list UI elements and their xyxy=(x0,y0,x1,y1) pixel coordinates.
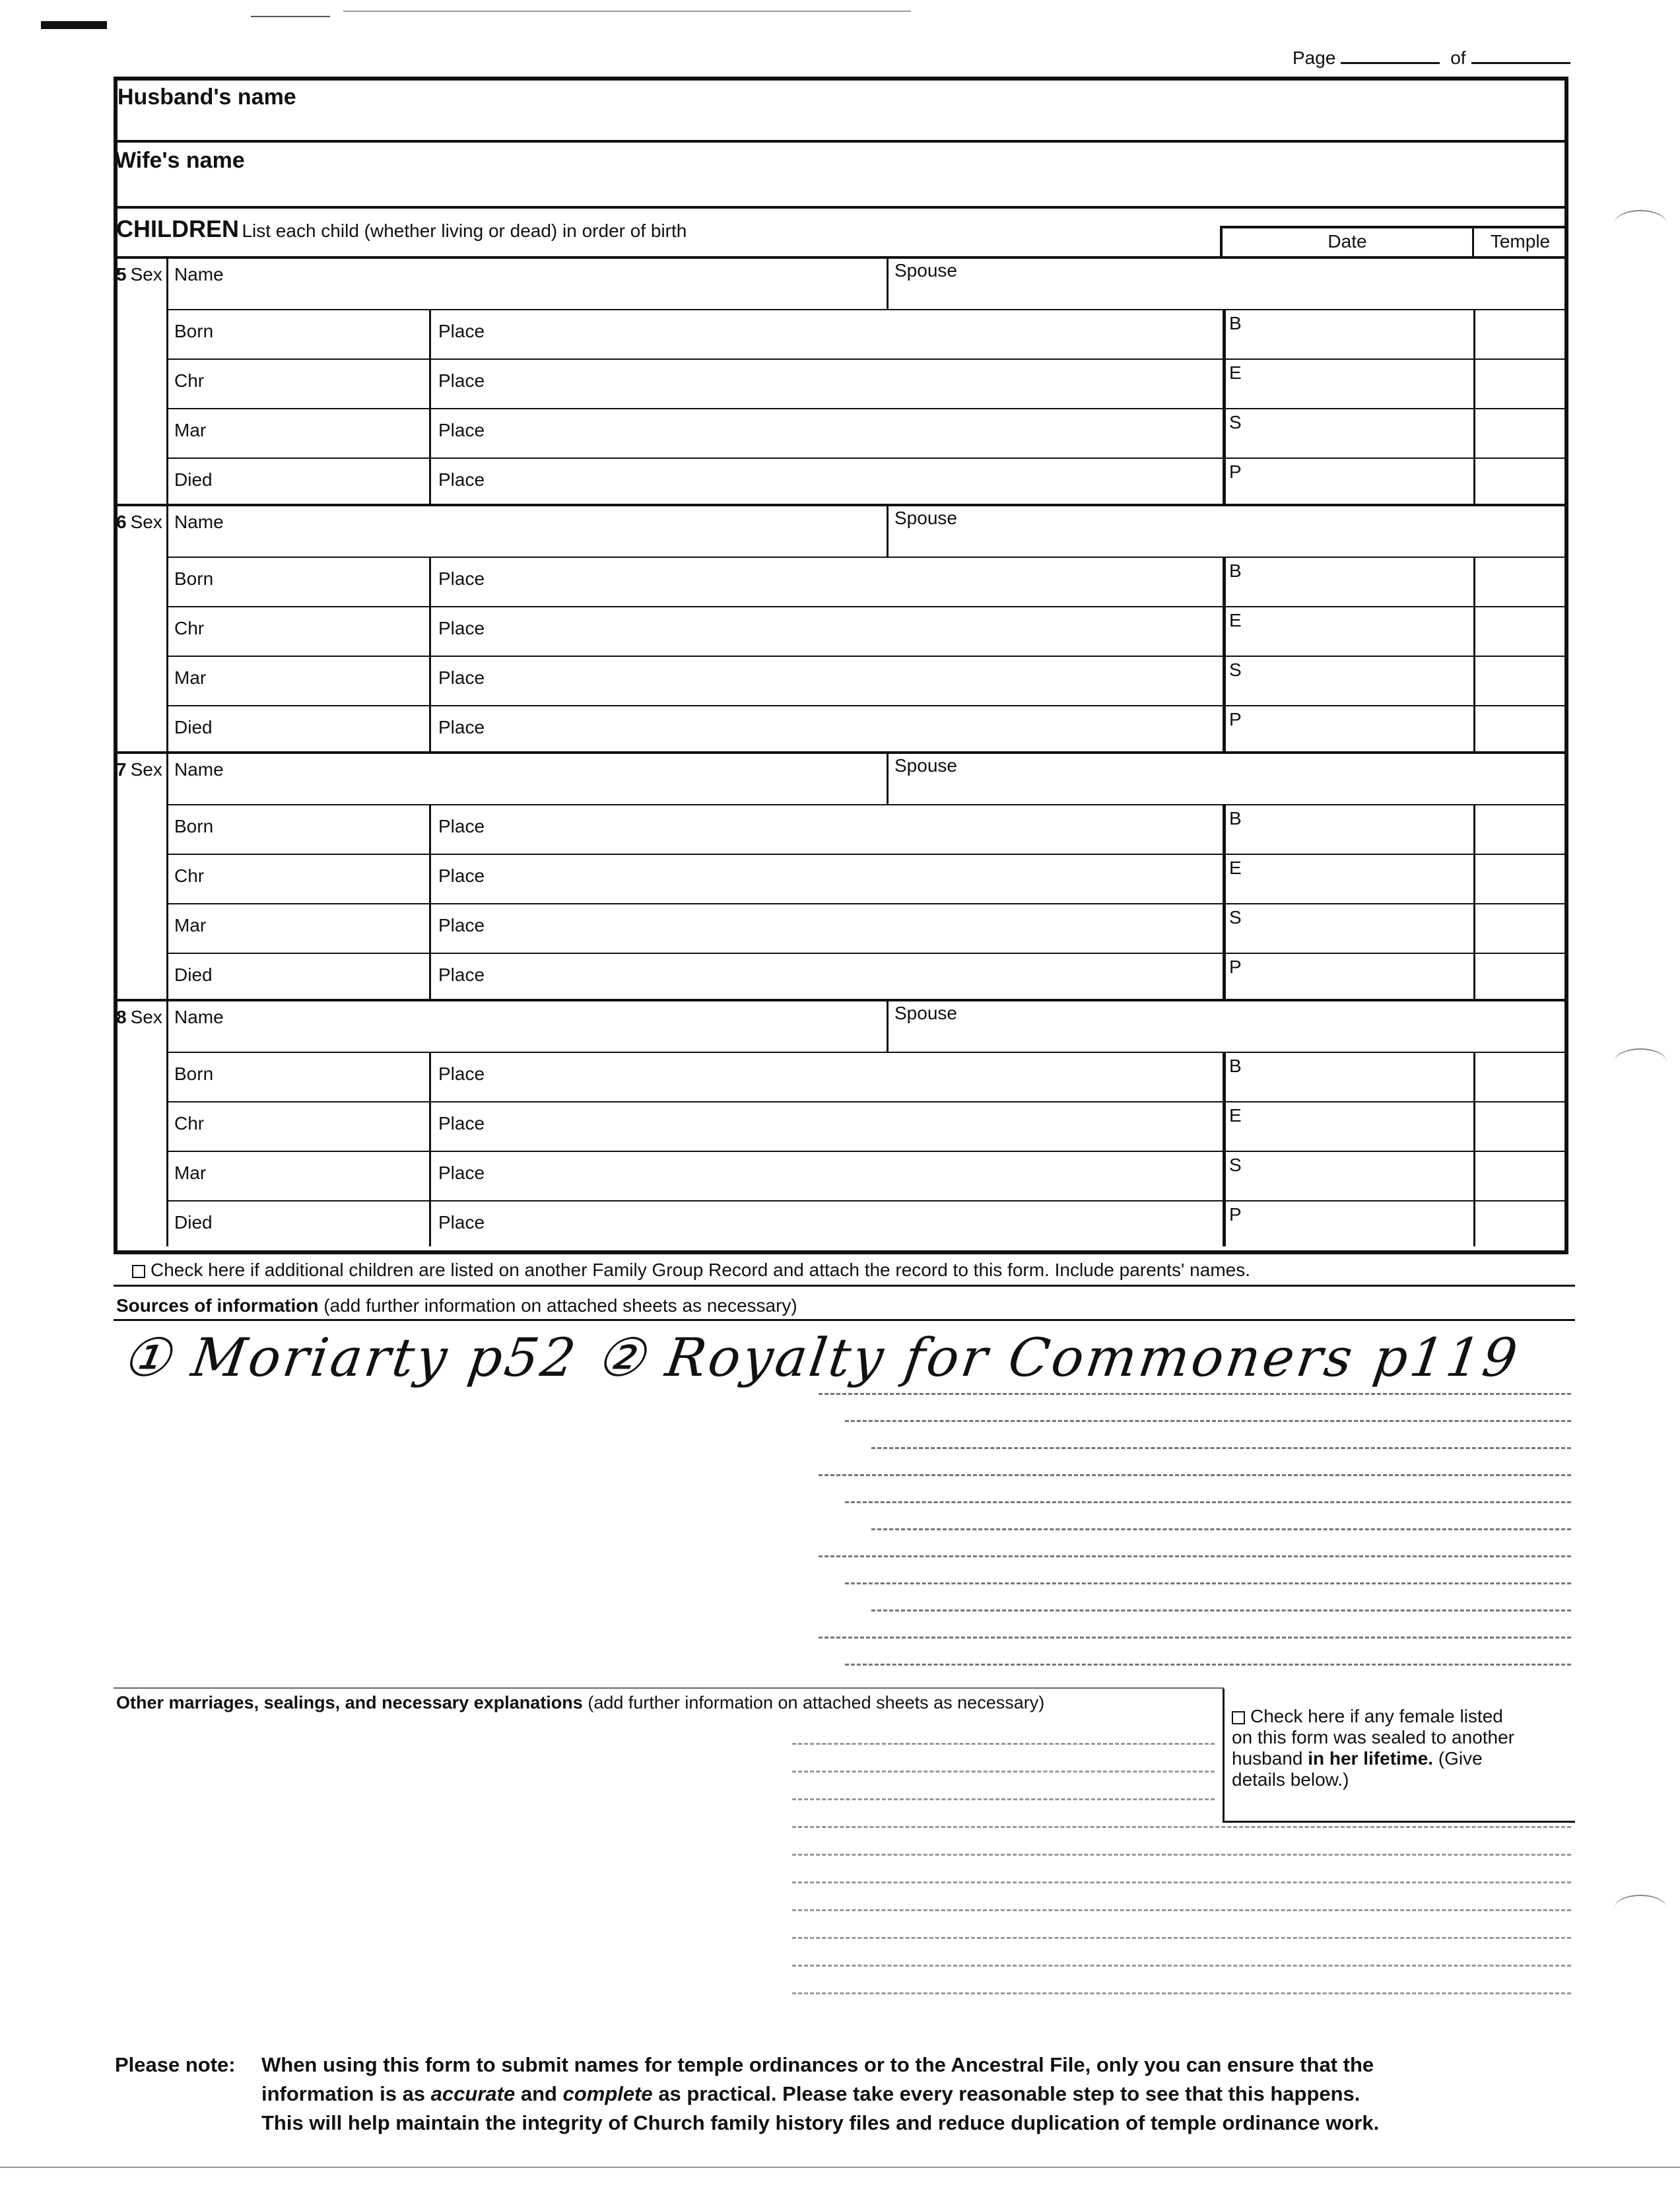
other-marriages-subtitle: (add further information on attached sheets as necessary) xyxy=(588,1693,1045,1712)
ordinance-code: S xyxy=(1229,412,1242,432)
ordinance-code: B xyxy=(1229,1056,1242,1076)
event-date-field[interactable] xyxy=(232,412,422,454)
event-date-field[interactable] xyxy=(232,907,422,949)
temple-field[interactable] xyxy=(1477,660,1564,701)
temple-field[interactable] xyxy=(1477,560,1564,602)
date-column-border xyxy=(1223,557,1226,751)
event-label-born: Born xyxy=(174,321,214,341)
ordinance-code: B xyxy=(1229,808,1242,829)
place-field[interactable] xyxy=(502,1155,1216,1196)
ruled-line xyxy=(819,1637,1571,1639)
temple-field[interactable] xyxy=(1477,907,1564,949)
ruled-line xyxy=(845,1664,1571,1666)
ruled-line xyxy=(792,1771,1215,1773)
temple-column-border xyxy=(1473,557,1475,751)
temple-field[interactable] xyxy=(1477,1155,1564,1196)
child-number-and-sex xyxy=(116,512,162,533)
temple-field[interactable] xyxy=(1477,1105,1564,1147)
event-label-born: Born xyxy=(174,816,214,836)
temple-field[interactable] xyxy=(1477,1056,1564,1097)
event-label-died: Died xyxy=(174,717,213,737)
ruled-line xyxy=(792,1909,1571,1911)
child-name-field[interactable] xyxy=(239,1004,880,1044)
page-total-field[interactable] xyxy=(1471,62,1570,64)
note-text: information is as xyxy=(261,2082,426,2105)
event-date-field[interactable] xyxy=(232,313,422,355)
place-field[interactable] xyxy=(502,907,1216,949)
ordinance-code: P xyxy=(1229,957,1242,977)
row-divider xyxy=(166,1052,1568,1053)
event-label-mar: Mar xyxy=(174,420,207,440)
note-complete: complete xyxy=(562,2082,653,2105)
spouse-column-border xyxy=(887,256,889,309)
ordinance-code: E xyxy=(1229,1105,1242,1126)
ordinance-date-field[interactable] xyxy=(1249,709,1467,751)
place-field[interactable] xyxy=(502,1056,1216,1097)
temple-field[interactable] xyxy=(1477,709,1564,751)
ruled-line xyxy=(792,1937,1571,1939)
additional-children-checkbox[interactable] xyxy=(132,1265,145,1278)
child-number: 8 xyxy=(116,1007,127,1027)
child-number: 6 xyxy=(116,512,127,532)
child-name-label: Name xyxy=(174,512,224,532)
spouse-name-field[interactable] xyxy=(972,509,1562,549)
page-number-field[interactable] xyxy=(1341,62,1440,64)
place-label: Place xyxy=(438,965,485,985)
ruled-line xyxy=(819,1555,1571,1557)
child-number: 5 xyxy=(116,264,127,285)
event-date-field[interactable] xyxy=(232,957,422,998)
note-text: and xyxy=(520,2082,557,2105)
temple-column-border xyxy=(1473,1052,1475,1246)
temple-field[interactable] xyxy=(1477,808,1564,850)
child-number: 7 xyxy=(116,759,127,780)
ordinance-date-field[interactable] xyxy=(1249,1056,1467,1097)
place-label: Place xyxy=(438,915,485,935)
sex-column-border xyxy=(166,751,168,999)
place-label: Place xyxy=(438,1113,485,1134)
ruled-line xyxy=(792,1854,1571,1856)
sex-label: Sex xyxy=(130,759,162,780)
sources-title: Sources of information xyxy=(116,1295,319,1316)
event-date-field[interactable] xyxy=(232,660,422,701)
sex-field[interactable] xyxy=(114,784,166,992)
note-text: as practical. Please take every reasonable step to see that this happens. xyxy=(658,2082,1361,2105)
event-label-died: Died xyxy=(174,469,213,490)
sex-field[interactable] xyxy=(114,1032,166,1240)
temple-column-border xyxy=(1473,309,1475,504)
punch-hole-mark xyxy=(1614,1048,1667,1076)
ruled-line xyxy=(792,1965,1571,1967)
temple-field[interactable] xyxy=(1477,1204,1564,1246)
child-block-divider xyxy=(114,504,1568,506)
ordinance-date-field[interactable] xyxy=(1249,560,1467,602)
ordinance-code: P xyxy=(1229,1204,1242,1225)
date-column-border xyxy=(1223,1052,1226,1246)
place-label: Place xyxy=(438,1212,485,1233)
place-field[interactable] xyxy=(502,560,1216,602)
please-note-line-1: When using this form to submit names for temple ordinances or to the Ancestral File, only you can ensure that the xyxy=(261,2053,1374,2076)
sex-column-border xyxy=(166,504,168,751)
ordinance-code: S xyxy=(1229,660,1242,680)
sex-label: Sex xyxy=(130,512,162,532)
child-block-divider xyxy=(114,999,1568,1001)
ordinance-date-field[interactable] xyxy=(1249,610,1467,652)
ruled-line xyxy=(871,1528,1571,1530)
temple-field[interactable] xyxy=(1477,461,1564,503)
ordinance-code: P xyxy=(1229,709,1242,729)
temple-field[interactable] xyxy=(1477,412,1564,454)
date-column-border xyxy=(1223,309,1226,504)
place-label: Place xyxy=(438,568,485,589)
punch-hole-mark xyxy=(1614,210,1667,238)
sources-handwritten-entry: ① Moriarty p52 ② Royalty for Commoners p119 xyxy=(118,1327,1524,1388)
ordinance-date-field[interactable] xyxy=(1249,412,1467,454)
ordinance-code: B xyxy=(1229,560,1242,581)
ruled-line xyxy=(845,1582,1571,1584)
children-title: CHILDREN xyxy=(116,215,239,242)
ordinance-date-field[interactable] xyxy=(1249,858,1467,899)
temple-field[interactable] xyxy=(1477,957,1564,998)
ruled-line xyxy=(819,1393,1571,1395)
ruled-line xyxy=(819,1474,1571,1476)
place-field[interactable] xyxy=(502,461,1216,503)
child-name-label: Name xyxy=(174,759,224,780)
spouse-column-border xyxy=(887,751,889,804)
date-column-border xyxy=(1223,804,1226,999)
event-date-field[interactable] xyxy=(232,461,422,503)
ruled-line xyxy=(845,1501,1571,1503)
ordinance-date-field[interactable] xyxy=(1249,461,1467,503)
sex-column-border xyxy=(166,256,168,504)
event-date-field[interactable] xyxy=(232,560,422,602)
ordinance-date-field[interactable] xyxy=(1249,907,1467,949)
temple-field[interactable] xyxy=(1477,610,1564,652)
sealing-checkbox-row xyxy=(1232,1706,1522,1790)
divider xyxy=(114,1285,1575,1287)
event-date-field[interactable] xyxy=(232,362,422,404)
please-note-line-3: This will help maintain the integrity of Church family history files and reduce duplication of temple ordinance work. xyxy=(261,2111,1380,2134)
place-label: Place xyxy=(438,667,485,688)
event-date-field[interactable] xyxy=(232,808,422,850)
spouse-label: Spouse xyxy=(894,260,957,281)
row-divider xyxy=(166,1200,1568,1202)
event-label-died: Died xyxy=(174,1212,213,1233)
ordinance-date-field[interactable] xyxy=(1249,362,1467,404)
place-label: Place xyxy=(438,717,485,737)
divider xyxy=(114,256,1568,259)
child-name-field[interactable] xyxy=(239,757,880,796)
additional-children-row xyxy=(132,1260,1250,1281)
row-divider xyxy=(166,1151,1568,1152)
ordinance-date-field[interactable] xyxy=(1249,808,1467,850)
wife-name-field[interactable] xyxy=(172,165,1551,201)
event-date-field[interactable] xyxy=(232,1204,422,1246)
ruled-line xyxy=(792,1992,1571,1994)
sealing-text-2: (Give details below.) xyxy=(1232,1748,1483,1790)
ordinance-date-field[interactable] xyxy=(1249,1105,1467,1147)
event-label-chr: Chr xyxy=(174,865,205,886)
place-label: Place xyxy=(438,1163,485,1183)
spouse-column-border xyxy=(887,999,889,1052)
event-date-field[interactable] xyxy=(232,610,422,652)
event-date-field[interactable] xyxy=(232,1105,422,1147)
spouse-name-field[interactable] xyxy=(972,261,1562,301)
sex-field[interactable] xyxy=(114,537,166,745)
temple-field[interactable] xyxy=(1477,313,1564,355)
scan-line xyxy=(251,16,330,17)
ruled-line xyxy=(845,1420,1571,1422)
temple-column-header: Temple xyxy=(1490,231,1551,252)
place-label: Place xyxy=(438,816,485,836)
place-label: Place xyxy=(438,469,485,490)
please-note-label: Please note: xyxy=(115,2053,236,2076)
row-divider xyxy=(166,557,1568,558)
ordinance-code: E xyxy=(1229,858,1242,878)
place-column-border xyxy=(429,804,431,999)
place-field[interactable] xyxy=(502,412,1216,454)
place-column-border xyxy=(429,557,431,751)
divider xyxy=(114,1687,1224,1689)
spouse-label: Spouse xyxy=(894,755,957,776)
sealing-checkbox[interactable] xyxy=(1232,1711,1245,1724)
spouse-name-field[interactable] xyxy=(972,757,1562,796)
sex-column-border xyxy=(166,999,168,1246)
row-divider xyxy=(166,408,1568,409)
sealing-box-border xyxy=(1223,1689,1225,1822)
page-number-header xyxy=(1293,48,1576,69)
other-marriages-title: Other marriages, sealings, and necessary explanations xyxy=(116,1693,583,1712)
ordinance-date-field[interactable] xyxy=(1249,1204,1467,1246)
date-column-header: Date xyxy=(1327,231,1367,252)
ordinance-date-field[interactable] xyxy=(1249,660,1467,701)
place-label: Place xyxy=(438,618,485,638)
ordinance-date-field[interactable] xyxy=(1249,313,1467,355)
row-divider xyxy=(166,903,1568,904)
sex-label: Sex xyxy=(130,264,162,285)
husband-name-field[interactable] xyxy=(172,99,1551,139)
place-label: Place xyxy=(438,370,485,391)
ordinance-code: S xyxy=(1229,1155,1242,1175)
place-field[interactable] xyxy=(502,1204,1216,1246)
row-divider xyxy=(166,358,1568,360)
event-label-mar: Mar xyxy=(174,915,207,935)
ordinance-code: S xyxy=(1229,907,1242,928)
place-field[interactable] xyxy=(502,957,1216,998)
ruled-line xyxy=(792,1743,1215,1745)
row-divider xyxy=(166,1101,1568,1102)
row-divider xyxy=(166,854,1568,855)
punch-hole-mark xyxy=(1614,1895,1667,1922)
place-field[interactable] xyxy=(502,709,1216,751)
please-note xyxy=(115,2050,1580,2138)
additional-children-text: Check here if additional children are listed on another Family Group Record and attach the record to this form. Include parents' names. xyxy=(151,1260,1250,1280)
event-label-died: Died xyxy=(174,965,213,985)
scan-line xyxy=(343,11,911,12)
place-label: Place xyxy=(438,1064,485,1084)
husband-name-label: Husband's name xyxy=(118,85,296,110)
spouse-label: Spouse xyxy=(894,1003,957,1023)
page-label: Page xyxy=(1293,48,1336,68)
temple-field[interactable] xyxy=(1477,858,1564,899)
child-number-and-sex xyxy=(116,759,162,780)
ruled-line xyxy=(792,1881,1571,1883)
divider xyxy=(114,1319,1575,1321)
child-name-label: Name xyxy=(174,264,224,285)
child-name-field[interactable] xyxy=(239,261,880,301)
event-date-field[interactable] xyxy=(232,858,422,899)
row-divider xyxy=(166,656,1568,657)
wife-name-label: Wife's name xyxy=(115,148,245,173)
other-marriages-header xyxy=(116,1693,1044,1713)
place-label: Place xyxy=(438,321,485,341)
ordinance-code: E xyxy=(1229,610,1242,630)
event-date-field[interactable] xyxy=(232,1155,422,1196)
place-label: Place xyxy=(438,420,485,440)
divider xyxy=(114,206,1568,209)
ruled-line xyxy=(792,1826,1571,1828)
event-date-field[interactable] xyxy=(232,1056,422,1097)
event-label-born: Born xyxy=(174,1064,214,1084)
row-divider xyxy=(166,804,1568,805)
of-label: of xyxy=(1450,48,1466,68)
ordinance-code: B xyxy=(1229,313,1242,333)
children-subtitle: List each child (whether living or dead) in order of birth xyxy=(242,220,687,241)
sealing-text-bold: in her lifetime. xyxy=(1308,1748,1434,1769)
ruled-line xyxy=(792,1798,1215,1800)
place-field[interactable] xyxy=(502,808,1216,850)
place-column-border xyxy=(429,309,431,504)
sources-subtitle: (add further information on attached sheets as necessary) xyxy=(323,1295,797,1316)
row-divider xyxy=(166,705,1568,706)
event-date-field[interactable] xyxy=(232,709,422,751)
event-label-chr: Chr xyxy=(174,618,205,638)
sealing-text-1: Check here if any female listed on this form was sealed to another husband xyxy=(1232,1706,1515,1769)
bottom-edge-line xyxy=(0,2167,1680,2168)
ruled-line xyxy=(871,1447,1571,1449)
ordinance-date-field[interactable] xyxy=(1249,1155,1467,1196)
sex-field[interactable] xyxy=(114,289,166,497)
place-field[interactable] xyxy=(502,1105,1216,1147)
place-label: Place xyxy=(438,865,485,886)
children-header xyxy=(116,215,687,243)
ordinance-date-field[interactable] xyxy=(1249,957,1467,998)
event-label-chr: Chr xyxy=(174,370,205,391)
child-number-and-sex xyxy=(116,1007,162,1028)
sex-label: Sex xyxy=(130,1007,162,1027)
row-divider xyxy=(166,953,1568,954)
place-field[interactable] xyxy=(502,858,1216,899)
child-block-divider xyxy=(114,751,1568,754)
place-column-border xyxy=(429,1052,431,1246)
place-field[interactable] xyxy=(502,610,1216,652)
please-note-line-2 xyxy=(261,2080,1580,2109)
event-label-chr: Chr xyxy=(174,1113,205,1134)
sealing-box-border xyxy=(1223,1821,1575,1823)
row-divider xyxy=(166,309,1568,310)
divider xyxy=(114,140,1568,143)
place-field[interactable] xyxy=(502,313,1216,355)
spouse-column-border xyxy=(887,504,889,557)
child-name-field[interactable] xyxy=(239,509,880,549)
event-label-born: Born xyxy=(174,568,214,589)
spouse-label: Spouse xyxy=(894,508,957,528)
temple-field[interactable] xyxy=(1477,362,1564,404)
event-label-mar: Mar xyxy=(174,667,207,688)
row-divider xyxy=(166,457,1568,459)
place-field[interactable] xyxy=(502,362,1216,404)
place-field[interactable] xyxy=(502,660,1216,701)
scan-mark xyxy=(41,21,107,29)
sources-header xyxy=(116,1295,797,1316)
child-name-label: Name xyxy=(174,1007,224,1027)
ordinance-code: E xyxy=(1229,362,1242,383)
ruled-line xyxy=(871,1609,1571,1611)
child-number-and-sex xyxy=(116,264,162,285)
temple-column-border xyxy=(1473,804,1475,999)
note-accurate: accurate xyxy=(430,2082,516,2105)
spouse-name-field[interactable] xyxy=(972,1004,1562,1044)
row-divider xyxy=(166,606,1568,607)
event-label-mar: Mar xyxy=(174,1163,207,1183)
ordinance-code: P xyxy=(1229,461,1242,482)
